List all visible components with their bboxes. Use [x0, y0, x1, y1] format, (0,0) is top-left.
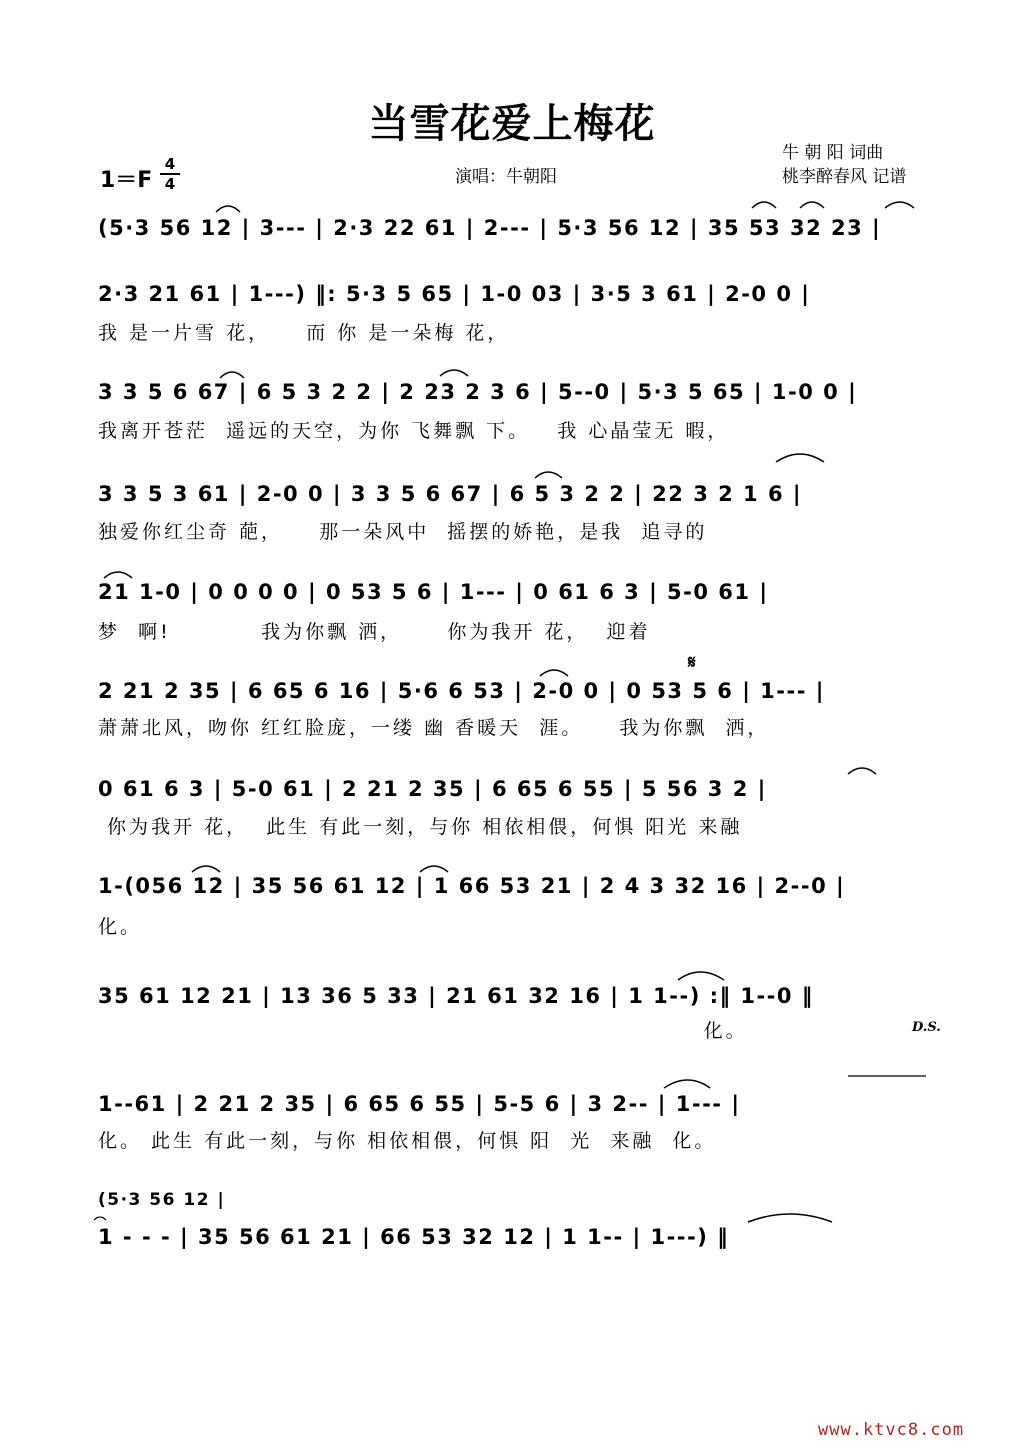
watermark-text: www.ktvc8.com [818, 1420, 965, 1440]
score-line-2-notes: 2·3 21 61 | 1---) ‖: 5·3 5 65 | 1-0 03 | 3·5 3 61 | 2-0 0 | [98, 282, 811, 306]
time-signature-bottom: 4 [164, 175, 176, 193]
slur-arc [800, 202, 824, 208]
score-line-8-notes: 1-(056 12 | 35 56 61 12 | 1 66 53 21 | 2 4 3 32 16 | 2--0 | [98, 874, 846, 898]
score-line-1-notes: (5·3 56 12 | 3--- | 2·3 22 61 | 2--- | 5·3 56 12 | 35 53 32 23 | [98, 216, 882, 240]
score-line-9-lyrics: 化。 [98, 1020, 748, 1042]
score-line-10-lyrics: 化。 此生 有此一刻，与你 相依相偎，何惧 阳 光 来融 化。 [98, 1130, 717, 1152]
slur-arc [440, 370, 468, 376]
slur-arc [104, 572, 132, 578]
score-line-6-notes: 2 21 2 35 | 6 65 6 16 | 5·6 6 53 | 2-0 0 | 0 53 5 6 | 1--- | [98, 679, 825, 703]
slur-arc [664, 1080, 710, 1088]
score-line-4-notes: 3 3 5 3 61 | 2-0 0 | 3 3 5 6 67 | 6 5 3 2 2 | 22 3 2 1 6 | [98, 482, 803, 506]
lyricist-composer-credit: 牛 朝 阳 词曲 [782, 143, 884, 163]
key-signature: 1＝F [100, 168, 153, 193]
slur-arc [220, 372, 244, 378]
score-line-12-notes: 1 - - - | 35 56 61 21 | 66 53 32 12 | 1 1-- | 1---) ‖ [98, 1225, 730, 1249]
slur-arc [678, 972, 724, 980]
score-line-2-lyrics: 我 是一片雪 花， 而 你 是一朵梅 花， [98, 322, 510, 344]
slur-arc [535, 472, 562, 478]
slur-arc [776, 454, 824, 462]
song-title: 当雪花爱上梅花 [368, 101, 656, 147]
score-line-6-lyrics: 萧萧北风，吻你 红红脸庞，一缕 幽 香暖天 涯。 我为你飘 洒， [98, 717, 770, 739]
score-line-8-lyrics: 化。 [98, 916, 143, 938]
time-signature-top: 4 [164, 155, 176, 173]
score-line-4-lyrics: 独爱你红尘奇 葩， 那一朵风中 摇摆的娇艳，是我 追寻的 [98, 521, 708, 543]
slur-arc [420, 866, 448, 872]
score-line-9-notes: 35 61 12 21 | 13 36 5 33 | 21 61 32 16 | 1 1--) :‖ 1--0 ‖ [98, 984, 814, 1008]
watermark [818, 1420, 964, 1440]
slur-arc [540, 670, 568, 676]
slur-arc [848, 768, 876, 774]
performer-credit: 演唱：牛朝阳 [455, 167, 557, 187]
score-line-5-notes: 21 1-0 | 0 0 0 0 | 0 53 5 6 | 1--- | 0 61 6 3 | 5-0 61 | [98, 580, 769, 604]
slur-arc [94, 1217, 106, 1220]
score-line-7-notes: 0 61 6 3 | 5-0 61 | 2 21 2 35 | 6 65 6 55 | 5 56 3 2 | [98, 777, 767, 801]
score-line-3-lyrics: 我离开苍茫 遥远的天空，为你 飞舞飘 下。 我 心晶莹无 暇， [98, 420, 730, 442]
ds-repeat-mark: D.S. [912, 1020, 941, 1035]
time-signature [160, 156, 180, 192]
segno-sign: 𝄋 [688, 652, 696, 673]
slur-arc [192, 866, 220, 872]
slur-arc [752, 202, 776, 208]
score-line-3-notes: 3 3 5 6 67 | 6 5 3 2 2 | 2 23 2 3 6 | 5--0 | 5·3 5 65 | 1-0 0 | [98, 380, 858, 404]
slur-arc [885, 202, 914, 208]
score-line-5-lyrics: 梦 啊! 我为你飘 洒， 你为我开 花， 迎着 [98, 621, 651, 643]
slur-arc [748, 1214, 832, 1222]
score-line-7-lyrics: 你为我开 花， 此生 有此一刻，与你 相依相偎，何惧 阳光 来融 [98, 816, 743, 838]
score-line-11-notes: (5·3 56 12 | [98, 1190, 226, 1210]
slur-arc [216, 206, 240, 212]
score-line-10-notes: 1--61 | 2 21 2 35 | 6 65 6 55 | 5-5 6 | 3 2-- | 1--- | [98, 1092, 741, 1116]
transcriber-credit: 桃李醉春风 记谱 [782, 167, 907, 187]
